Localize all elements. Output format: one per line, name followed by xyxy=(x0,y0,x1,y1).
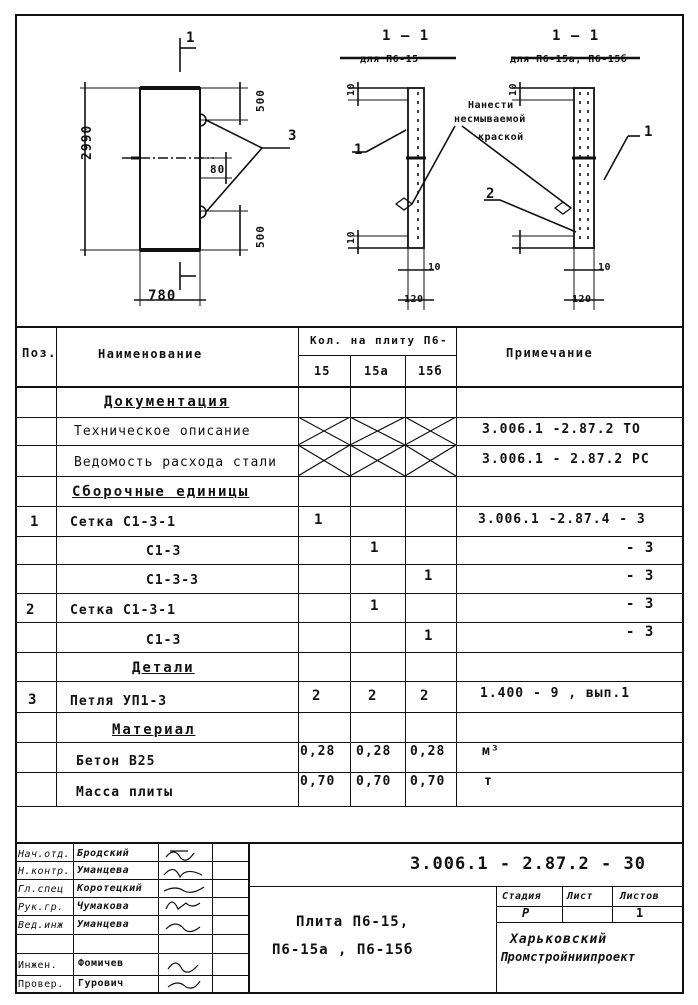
section-mark-label: 1 xyxy=(186,30,196,46)
staff-role: Гл.спец xyxy=(18,884,64,895)
table-row-q15b: 1 xyxy=(424,568,434,584)
table-row-q15a: 1 xyxy=(370,598,380,614)
staff-role: Нач.отд. xyxy=(18,849,71,860)
table-row-q15: 0,28 xyxy=(300,744,336,759)
table-row-note: 1.400 - 9 , вып.1 xyxy=(480,686,631,701)
dim-height: 2990 xyxy=(80,124,95,160)
note-line-1: Нанести xyxy=(468,100,514,111)
header-note: Примечание xyxy=(506,346,594,360)
table-row-name: С1-3 xyxy=(146,633,182,648)
staff-name: Чумакова xyxy=(77,901,130,912)
table-row-name: Техническое описание xyxy=(74,424,251,439)
table-row-q15a: 1 xyxy=(370,540,380,556)
table-row-q15b: 1 xyxy=(424,628,434,644)
table-row-q15a: 0,28 xyxy=(356,744,392,759)
table-row-note: - 3 xyxy=(626,540,655,556)
header-name: Наименование xyxy=(98,347,203,361)
note-line-3: краской xyxy=(478,132,524,143)
table-row-q15b: 2 xyxy=(420,688,430,704)
staff-role: Вед.инж xyxy=(18,920,64,931)
table-row-pos: 1 xyxy=(30,514,40,530)
table-row-q15b: 0,28 xyxy=(410,744,446,759)
stage-label: Стадия xyxy=(502,891,542,902)
table-row-q15b: 0,70 xyxy=(410,774,446,789)
header-q15: 15 xyxy=(314,364,331,378)
table-row-pos: 2 xyxy=(26,602,36,618)
staff-role: Провер. xyxy=(18,979,64,990)
dim-10-b1: 10 xyxy=(508,82,519,96)
table-row-q15: 0,70 xyxy=(300,774,336,789)
table-row-note: - 3 xyxy=(626,624,655,640)
table-row-name: Ведомость расхода стали xyxy=(74,455,278,470)
table-row-note: 3.006.1 -2.87.4 - 3 xyxy=(478,512,646,527)
table-row-name: Документация xyxy=(104,394,230,410)
plan-view xyxy=(80,38,290,306)
table-row-q15a: 2 xyxy=(368,688,378,704)
staff-name: Уманцева xyxy=(77,865,130,876)
dim-10-a3: 10 xyxy=(428,262,442,273)
note-line-2: несмываемой xyxy=(454,114,526,125)
table-row-q15: 2 xyxy=(312,688,322,704)
section-view-b xyxy=(462,58,640,310)
table-row-note: - 3 xyxy=(626,568,655,584)
section-a-title: 1 – 1 xyxy=(382,28,430,44)
callout-2: 2 xyxy=(486,186,496,202)
dim-80: 80 xyxy=(210,163,226,176)
dim-500-top: 500 xyxy=(254,89,267,112)
callout-1a: 1 xyxy=(354,142,364,158)
staff-role: Рук.гр. xyxy=(18,902,64,913)
signatures xyxy=(160,843,212,993)
table-row-name: С1-3 xyxy=(146,544,182,559)
sheets-value: 1 xyxy=(636,906,645,920)
table-row-name: Бетон В25 xyxy=(76,754,156,769)
section-b-subtitle: для П6-15а, П6-15б xyxy=(510,54,628,65)
table-row-note: т xyxy=(484,774,493,789)
staff-name: Уманцева xyxy=(77,919,130,930)
table-row-name: Детали xyxy=(132,660,195,676)
stage-value: Р xyxy=(522,906,531,920)
section-a-subtitle: для П6-15 xyxy=(360,54,419,65)
sheets-label: Листов xyxy=(620,891,660,902)
header-qty: Кол. на плиту П6- xyxy=(310,334,449,347)
staff-name: Бродский xyxy=(77,848,130,859)
table-row-note: м³ xyxy=(482,744,500,759)
staff-role: Н.контр. xyxy=(18,866,71,877)
doc-code: 3.006.1 - 2.87.2 - 30 xyxy=(410,854,646,874)
dim-10-a1: 10 xyxy=(346,82,357,96)
table-row-pos: 3 xyxy=(28,692,38,708)
table-row-name: Масса плиты xyxy=(76,785,174,800)
section-b-title: 1 – 1 xyxy=(552,28,600,44)
crossed-cells xyxy=(298,417,456,476)
table-row-note: 3.006.1 -2.87.2 ТО xyxy=(482,422,641,437)
table-row-name: Материал xyxy=(112,722,196,738)
table-row-note: - 3 xyxy=(626,596,655,612)
dim-10-a2: 10 xyxy=(346,230,357,244)
dim-width: 780 xyxy=(148,288,177,304)
table-row-name: Петля УП1-3 xyxy=(70,694,168,709)
table-row-note: 3.006.1 - 2.87.2 РС xyxy=(482,452,650,467)
org-line-1: Харьковский xyxy=(510,932,608,947)
table-row-q15a: 0,70 xyxy=(356,774,392,789)
title-line-1: Плита П6-15, xyxy=(296,914,410,930)
table-row-name: Сетка С1-3-1 xyxy=(70,515,176,530)
dim-120-b: 120 xyxy=(572,294,592,305)
table-row-name: С1-3-3 xyxy=(146,573,199,588)
staff-name: Коротецкий xyxy=(77,883,143,894)
dim-120-a: 120 xyxy=(404,294,424,305)
staff-name: Фомичев xyxy=(78,958,124,969)
drawing-views xyxy=(0,0,698,330)
dim-500-bottom: 500 xyxy=(254,225,267,248)
staff-name: Гурович xyxy=(78,978,124,989)
header-pos: Поз. xyxy=(22,346,57,360)
sheet-label: Лист xyxy=(567,891,594,902)
header-q15a: 15а xyxy=(364,364,389,378)
loop-callout: 3 xyxy=(288,128,298,144)
table-row-q15: 1 xyxy=(314,512,324,528)
table-row-name: Сборочные единицы xyxy=(72,484,250,500)
table-row-name: Сетка С1-3-1 xyxy=(70,603,176,618)
org-line-2: Промстройниипроект xyxy=(500,950,636,964)
dim-10-b2: 10 xyxy=(598,262,612,273)
staff-role: Инжен. xyxy=(18,960,58,971)
title-line-2: П6-15а , П6-15б xyxy=(272,942,414,958)
callout-1b: 1 xyxy=(644,124,654,140)
header-q15b: 15б xyxy=(418,364,443,378)
